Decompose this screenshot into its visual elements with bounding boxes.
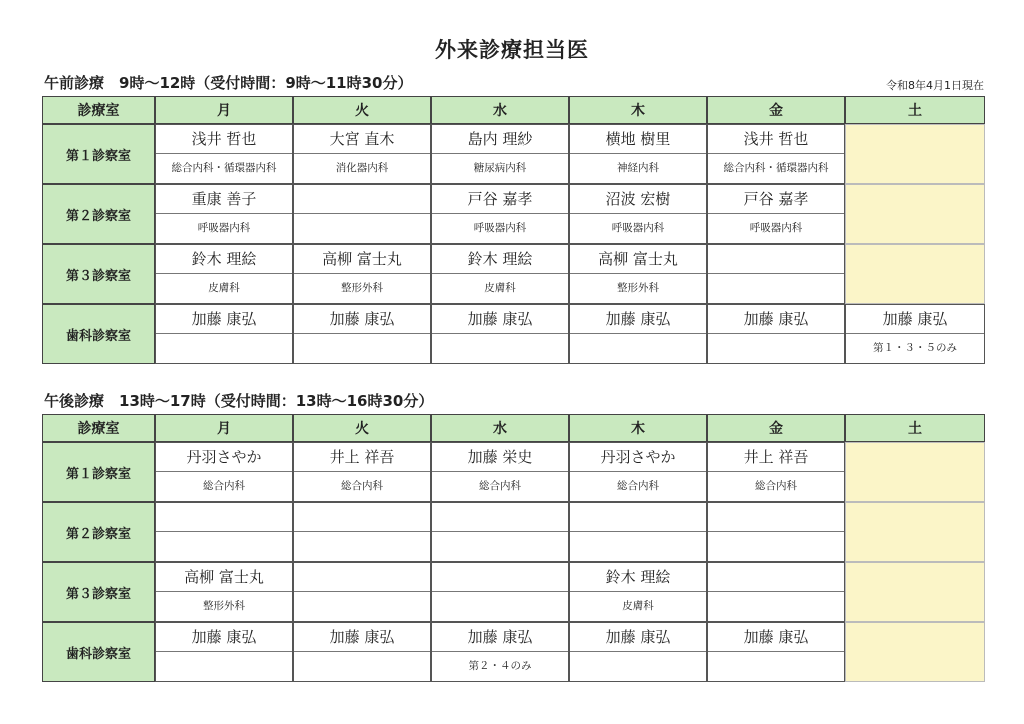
doctor-name: 鈴木 理絵 bbox=[156, 245, 292, 274]
doctor-name bbox=[708, 245, 844, 274]
department-label: 消化器内科 bbox=[335, 162, 389, 174]
room-row bbox=[42, 502, 985, 562]
department-label bbox=[432, 592, 568, 621]
doctor-name: 加藤 康弘 bbox=[708, 305, 844, 334]
doctor-name bbox=[294, 563, 430, 592]
department-label: 整形外科 bbox=[617, 282, 659, 294]
afternoon-session-label: 午後診療 13時～17時（受付時間：13時～16時30分） bbox=[44, 392, 434, 410]
department-label bbox=[294, 532, 430, 561]
schedule-cell bbox=[569, 124, 707, 184]
day-header-thu: 木 bbox=[569, 96, 707, 124]
doctor-name: 井上 祥吾 bbox=[708, 443, 844, 472]
empty-saturday-cell bbox=[845, 442, 985, 502]
doctor-name bbox=[570, 503, 706, 532]
department-label: 呼吸器内科 bbox=[473, 222, 527, 234]
empty-saturday-cell bbox=[845, 244, 985, 304]
room-label: 第３診察室 bbox=[42, 244, 155, 304]
department-label: 神経内科 bbox=[617, 162, 659, 174]
doctor-name bbox=[156, 503, 292, 532]
date-note: 令和8年4月1日現在 bbox=[886, 79, 984, 92]
schedule-cell bbox=[569, 442, 707, 502]
schedule-cell bbox=[155, 502, 293, 562]
day-header-mon: 月 bbox=[155, 96, 293, 124]
room-label: 第２診察室 bbox=[42, 184, 155, 244]
schedule-cell bbox=[155, 442, 293, 502]
department-label bbox=[432, 334, 568, 363]
doctor-name: 加藤 康弘 bbox=[432, 623, 568, 652]
doctor-name: 加藤 康弘 bbox=[570, 623, 706, 652]
schedule-cell bbox=[293, 442, 431, 502]
doctor-name: 浅井 哲也 bbox=[156, 125, 292, 154]
morning-session-label: 午前診療 9時～12時（受付時間：9時～11時30分） bbox=[44, 74, 413, 92]
schedule-cell bbox=[707, 304, 845, 364]
department-label bbox=[708, 274, 844, 303]
department-label: 総合内科・循環器内科 bbox=[723, 162, 829, 174]
day-header-sat: 土 bbox=[845, 96, 985, 124]
day-header-fri: 金 bbox=[707, 414, 845, 442]
doctor-name: 加藤 康弘 bbox=[708, 623, 844, 652]
room-row bbox=[42, 562, 985, 622]
room-header: 診療室 bbox=[42, 96, 155, 124]
department-label bbox=[708, 592, 844, 621]
doctor-name: 島内 理紗 bbox=[432, 125, 568, 154]
room-header: 診療室 bbox=[42, 414, 155, 442]
doctor-name: 高柳 富士丸 bbox=[570, 245, 706, 274]
room-row bbox=[42, 124, 985, 184]
department-label: 総合内科 bbox=[479, 480, 521, 492]
department-label: 皮膚科 bbox=[208, 282, 240, 294]
doctor-name: 加藤 康弘 bbox=[156, 623, 292, 652]
day-header-tue: 火 bbox=[293, 96, 431, 124]
department-label: 第２・４のみ bbox=[468, 660, 532, 672]
doctor-name: 加藤 康弘 bbox=[846, 305, 984, 334]
afternoon-schedule-table bbox=[42, 414, 985, 682]
department-label: 糖尿病内科 bbox=[473, 162, 527, 174]
department-label bbox=[156, 652, 292, 681]
doctor-name: 高柳 富士丸 bbox=[156, 563, 292, 592]
schedule-cell bbox=[707, 442, 845, 502]
doctor-name: 加藤 康弘 bbox=[294, 305, 430, 334]
doctor-name: 戸谷 嘉孝 bbox=[708, 185, 844, 214]
room-row bbox=[42, 442, 985, 502]
schedule-cell bbox=[431, 184, 569, 244]
day-header-fri: 金 bbox=[707, 96, 845, 124]
department-label: 総合内科 bbox=[341, 480, 383, 492]
day-header-sat: 土 bbox=[845, 414, 985, 442]
room-row bbox=[42, 184, 985, 244]
schedule-cell bbox=[431, 622, 569, 682]
schedule-cell bbox=[707, 622, 845, 682]
department-label bbox=[156, 334, 292, 363]
department-label: 整形外科 bbox=[203, 600, 245, 612]
page-title: 外来診療担当医 bbox=[435, 38, 589, 62]
department-label bbox=[294, 652, 430, 681]
schedule-cell bbox=[293, 244, 431, 304]
department-label bbox=[432, 532, 568, 561]
schedule-cell bbox=[569, 304, 707, 364]
doctor-name: 横地 樹里 bbox=[570, 125, 706, 154]
schedule-cell bbox=[293, 502, 431, 562]
department-label: 呼吸器内科 bbox=[611, 222, 665, 234]
schedule-cell bbox=[707, 502, 845, 562]
doctor-name: 高柳 富士丸 bbox=[294, 245, 430, 274]
department-label: 皮膚科 bbox=[622, 600, 654, 612]
schedule-cell bbox=[293, 184, 431, 244]
schedule-cell bbox=[569, 502, 707, 562]
department-label: 皮膚科 bbox=[484, 282, 516, 294]
department-label bbox=[570, 334, 706, 363]
doctor-name: 加藤 康弘 bbox=[432, 305, 568, 334]
doctor-name bbox=[294, 503, 430, 532]
doctor-name: 重康 善子 bbox=[156, 185, 292, 214]
room-label: 第３診察室 bbox=[42, 562, 155, 622]
doctor-name bbox=[432, 503, 568, 532]
doctor-name: 加藤 栄史 bbox=[432, 443, 568, 472]
department-label: 総合内科 bbox=[617, 480, 659, 492]
room-row bbox=[42, 622, 985, 682]
schedule-cell bbox=[293, 304, 431, 364]
doctor-name: 鈴木 理絵 bbox=[432, 245, 568, 274]
doctor-name: 丹羽さやか bbox=[156, 443, 292, 472]
department-label: 総合内科 bbox=[755, 480, 797, 492]
department-label: 第１・３・５のみ bbox=[873, 342, 957, 354]
department-label: 総合内科 bbox=[203, 480, 245, 492]
schedule-cell bbox=[707, 184, 845, 244]
schedule-cell bbox=[431, 562, 569, 622]
schedule-cell bbox=[431, 442, 569, 502]
department-label: 呼吸器内科 bbox=[749, 222, 803, 234]
day-header-thu: 木 bbox=[569, 414, 707, 442]
day-header-wed: 水 bbox=[431, 414, 569, 442]
doctor-name bbox=[294, 185, 430, 214]
doctor-name: 井上 祥吾 bbox=[294, 443, 430, 472]
room-label: 歯科診察室 bbox=[42, 304, 155, 364]
schedule-cell bbox=[155, 244, 293, 304]
department-label bbox=[570, 652, 706, 681]
department-label: 総合内科・循環器内科 bbox=[171, 162, 277, 174]
doctor-name: 加藤 康弘 bbox=[570, 305, 706, 334]
doctor-name bbox=[708, 563, 844, 592]
room-label: 歯科診察室 bbox=[42, 622, 155, 682]
schedule-cell bbox=[293, 124, 431, 184]
doctor-name: 大宮 直木 bbox=[294, 125, 430, 154]
schedule-cell bbox=[155, 562, 293, 622]
room-row bbox=[42, 244, 985, 304]
schedule-cell bbox=[431, 304, 569, 364]
day-header-tue: 火 bbox=[293, 414, 431, 442]
doctor-name: 沼波 宏樹 bbox=[570, 185, 706, 214]
schedule-cell bbox=[707, 124, 845, 184]
schedule-cell bbox=[845, 304, 985, 364]
department-label: 呼吸器内科 bbox=[197, 222, 251, 234]
department-label bbox=[294, 334, 430, 363]
doctor-name: 加藤 康弘 bbox=[156, 305, 292, 334]
department-label: 整形外科 bbox=[341, 282, 383, 294]
doctor-name: 鈴木 理絵 bbox=[570, 563, 706, 592]
schedule-cell bbox=[569, 562, 707, 622]
schedule-cell bbox=[155, 304, 293, 364]
empty-saturday-cell bbox=[845, 622, 985, 682]
schedule-cell bbox=[569, 184, 707, 244]
room-label: 第１診察室 bbox=[42, 442, 155, 502]
department-label bbox=[294, 214, 430, 243]
doctor-name bbox=[432, 563, 568, 592]
doctor-name: 戸谷 嘉孝 bbox=[432, 185, 568, 214]
doctor-name: 浅井 哲也 bbox=[708, 125, 844, 154]
schedule-cell bbox=[155, 622, 293, 682]
doctor-name: 丹羽さやか bbox=[570, 443, 706, 472]
department-label bbox=[156, 532, 292, 561]
schedule-cell bbox=[155, 184, 293, 244]
schedule-cell bbox=[431, 502, 569, 562]
room-label: 第２診察室 bbox=[42, 502, 155, 562]
department-label bbox=[708, 334, 844, 363]
schedule-cell bbox=[431, 244, 569, 304]
day-header-mon: 月 bbox=[155, 414, 293, 442]
room-label: 第１診察室 bbox=[42, 124, 155, 184]
doctor-name: 加藤 康弘 bbox=[294, 623, 430, 652]
room-row bbox=[42, 304, 985, 364]
empty-saturday-cell bbox=[845, 502, 985, 562]
empty-saturday-cell bbox=[845, 124, 985, 184]
department-label bbox=[294, 592, 430, 621]
department-label bbox=[570, 532, 706, 561]
schedule-cell bbox=[293, 562, 431, 622]
schedule-cell bbox=[155, 124, 293, 184]
department-label bbox=[708, 532, 844, 561]
schedule-cell bbox=[293, 622, 431, 682]
empty-saturday-cell bbox=[845, 184, 985, 244]
day-header-wed: 水 bbox=[431, 96, 569, 124]
empty-saturday-cell bbox=[845, 562, 985, 622]
schedule-cell bbox=[707, 244, 845, 304]
morning-schedule-table bbox=[42, 96, 985, 364]
schedule-cell bbox=[569, 622, 707, 682]
department-label bbox=[708, 652, 844, 681]
doctor-name bbox=[708, 503, 844, 532]
schedule-cell bbox=[569, 244, 707, 304]
schedule-cell bbox=[431, 124, 569, 184]
schedule-cell bbox=[707, 562, 845, 622]
